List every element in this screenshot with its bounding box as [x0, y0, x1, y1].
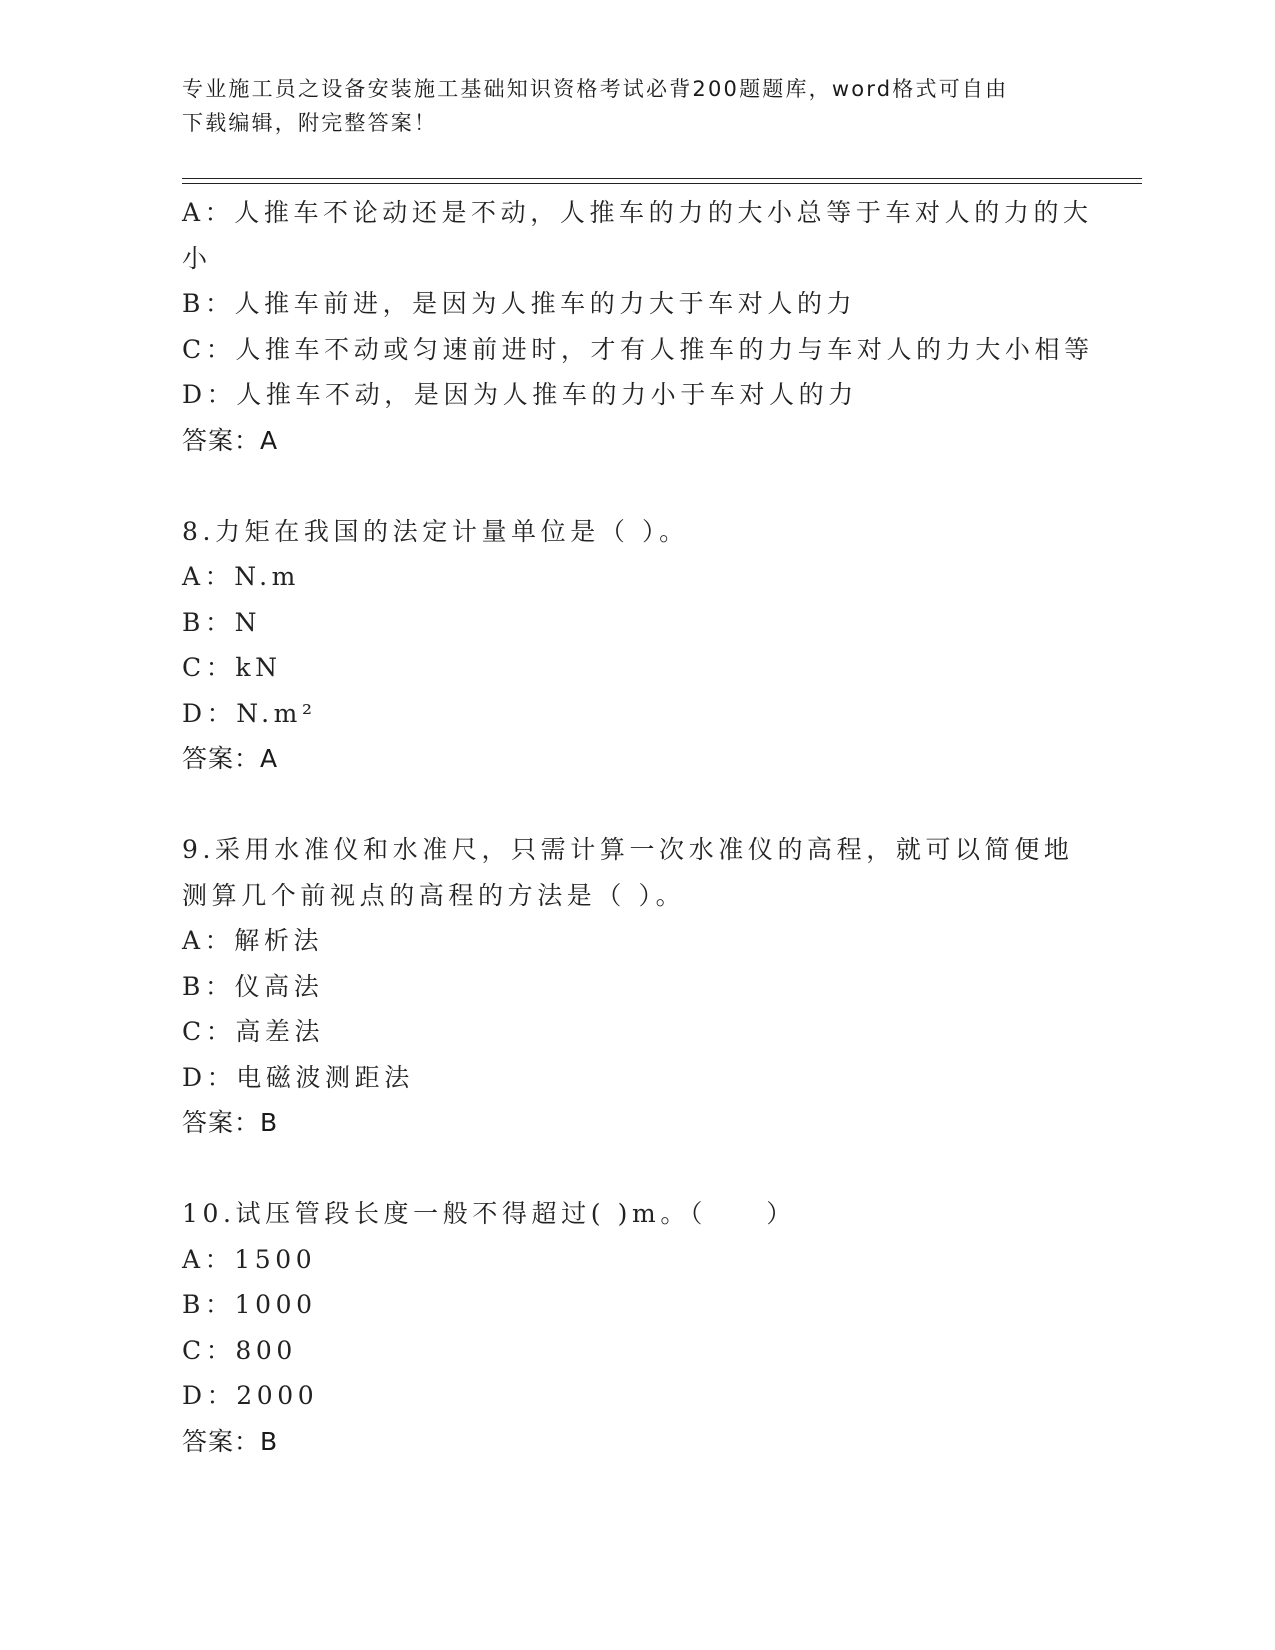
header-line-1: 专业施工员之设备安装施工基础知识资格考试必背200题题库，word格式可自由: [182, 77, 1009, 101]
answer-line: 答案：A: [182, 744, 279, 773]
option-a: A：1500: [182, 1244, 317, 1274]
answer-line: 答案：B: [182, 1108, 279, 1137]
header-divider-top: [182, 178, 1142, 179]
answer-line: 答案：B: [182, 1426, 279, 1456]
question-text: 10.试压管段长度一般不得超过( )m。（ ）: [182, 1199, 796, 1228]
question-block-10: [182, 1191, 1082, 1464]
option-d: D：人推车不动，是因为人推车的力小于车对人的力: [182, 380, 858, 409]
option-d: D：2000: [182, 1381, 319, 1410]
question-text-line-1: 9.采用水准仪和水准尺，只需计算一次水准仪的高程，就可以简便地: [182, 835, 1074, 864]
spacer: [182, 1146, 1082, 1192]
option-b: B：N: [182, 607, 262, 637]
question-text: 8.力矩在我国的法定计量单位是（ ）。: [182, 516, 689, 546]
question-list: [182, 190, 1094, 1464]
option-c: C：kN: [182, 653, 282, 682]
header-divider-bottom: [182, 183, 1142, 184]
option-a: A：N.m: [182, 562, 300, 591]
header-line-2: 下载编辑，附完整答案！: [182, 111, 438, 135]
question-block-9: [182, 827, 1082, 1146]
document-header: [182, 72, 1062, 140]
question-text-line-2: 测算几个前视点的高程的方法是（ ）。: [182, 880, 686, 910]
spacer: [182, 782, 1082, 828]
option-c: C：高差法: [182, 1017, 325, 1046]
question-block-8: [182, 509, 1082, 782]
option-b: B：人推车前进，是因为人推车的力大于车对人的力: [182, 289, 857, 318]
option-b: B：仪高法: [182, 971, 324, 1001]
spacer: [182, 463, 1082, 509]
option-a: A：解析法: [182, 926, 324, 955]
option-b: B：1000: [182, 1290, 317, 1319]
question-block-prev: [182, 190, 1094, 463]
option-d: D：电磁波测距法: [182, 1062, 414, 1092]
answer-line: 答案：A: [182, 425, 279, 455]
option-c: C：800: [182, 1335, 297, 1365]
option-c: C：人推车不动或匀速前进时，才有人推车的力与车对人的力大小相等: [182, 334, 1094, 364]
option-a-continued: 小: [182, 243, 212, 273]
option-a: A：人推车不论动还是不动，人推车的力的大小总等于车对人的力的大: [182, 198, 1093, 227]
option-d: D：N.m²: [182, 698, 317, 728]
